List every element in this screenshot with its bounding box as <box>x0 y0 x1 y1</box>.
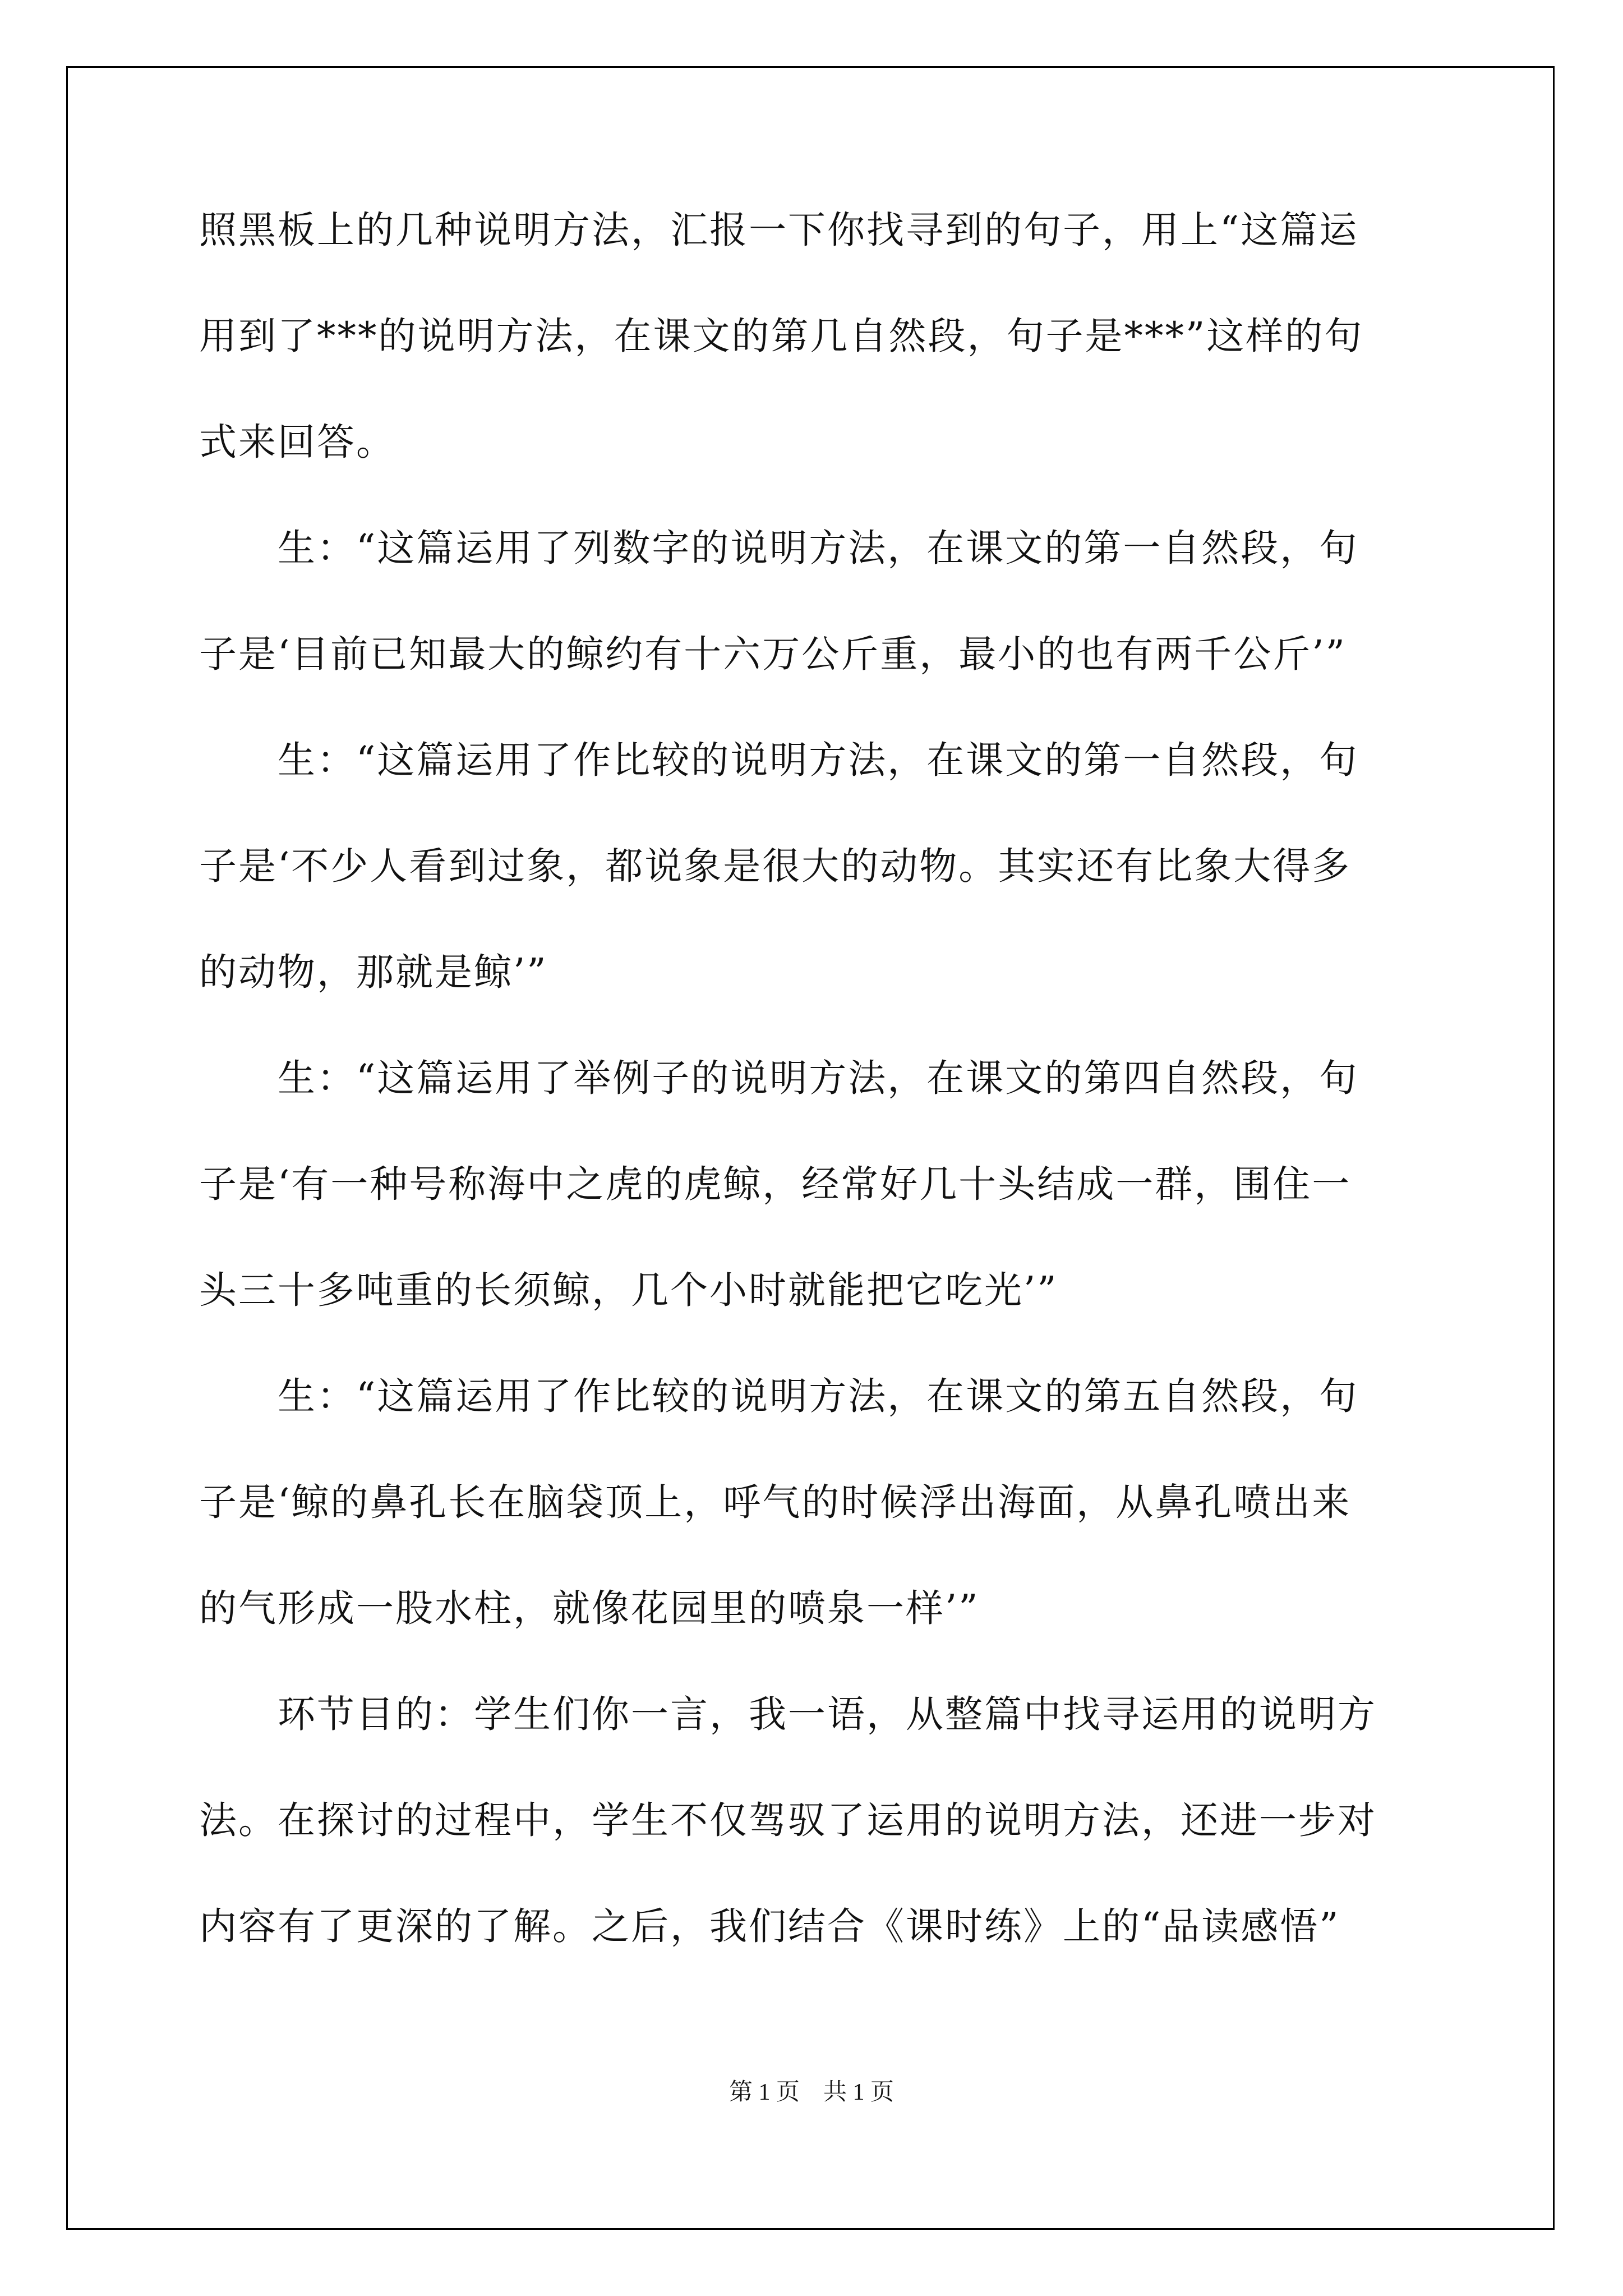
text-line: 式来回答。 <box>199 420 395 464</box>
page-number-footer: 第 1 页 共 1 页 <box>728 2079 894 2105</box>
text-line: 的气形成一股水柱，就像花园里的喷泉一样’” <box>199 1586 980 1630</box>
text-line: 子是‘目前已知最大的鲸约有十六万公斤重，最小的也有两千公斤’” <box>199 632 1347 676</box>
text-line: 子是‘有一种号称海中之虎的虎鲸，经常好几十头结成一群，围住一 <box>199 1162 1352 1206</box>
text-line: 生：“这篇运用了举例子的说明方法，在课文的第四自然段，句 <box>199 1056 1359 1100</box>
text-line: 环节目的：学生们你一言，我一语，从整篇中找寻运用的说明方 <box>199 1692 1377 1736</box>
text-line: 生：“这篇运用了作比较的说明方法，在课文的第五自然段，句 <box>199 1374 1359 1418</box>
text-line: 用到了***的说明方法，在课文的第几自然段，句子是***”这样的句 <box>199 314 1364 358</box>
text-line: 法。在探讨的过程中，学生不仅驾驭了运用的说明方法，还进一步对 <box>199 1798 1377 1842</box>
text-line: 头三十多吨重的长须鲸，几个小时就能把它吃光’” <box>199 1268 1058 1312</box>
text-line: 的动物，那就是鲸’” <box>199 950 548 994</box>
document-body <box>199 209 1433 2011</box>
text-line: 子是‘不少人看到过象，都说象是很大的动物。其实还有比象大得多 <box>199 844 1352 888</box>
text-line: 照黑板上的几种说明方法，汇报一下你找寻到的句子，用上“这篇运 <box>199 208 1359 252</box>
text-line: 内容有了更深的了解。之后，我们结合《课时练》上的“品读感悟” <box>199 1904 1340 1948</box>
text-line: 生：“这篇运用了列数字的说明方法，在课文的第一自然段，句 <box>199 526 1359 570</box>
text-line: 子是‘鲸的鼻孔长在脑袋顶上，呼气的时候浮出海面，从鼻孔喷出来 <box>199 1480 1352 1524</box>
text-line: 生：“这篇运用了作比较的说明方法，在课文的第一自然段，句 <box>199 738 1359 782</box>
